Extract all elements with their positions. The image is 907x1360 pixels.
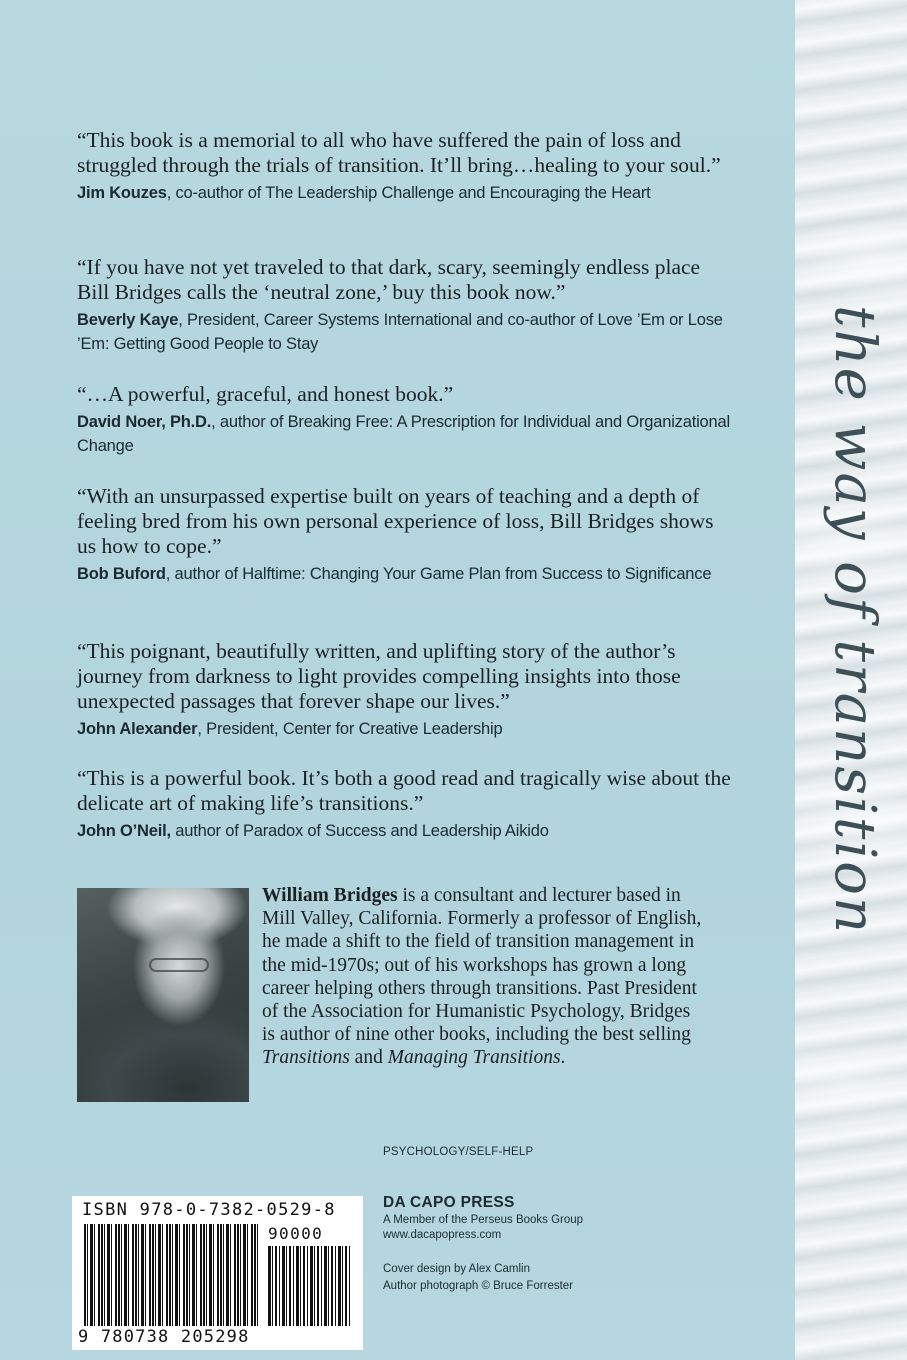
bio-text: .	[560, 1047, 566, 1069]
endorser-detail: , author of Halftime: Changing Your Game Plan from Success to Significance	[165, 565, 712, 583]
quote-text: “This is a powerful book. It’s both a good read and tragically wise about the delicate art of making life’s transitions.”	[77, 766, 731, 815]
category-label: PSYCHOLOGY/SELF-HELP	[383, 1146, 534, 1158]
bio-text: and	[349, 1047, 388, 1069]
publisher-member: A Member of the Perseus Books Group	[383, 1214, 584, 1226]
endorsement-quote	[77, 382, 737, 458]
cover-design-credit: Cover design by Alex Camlin	[383, 1263, 531, 1275]
quote-text: “If you have not yet traveled to that dark, scary, seemingly endless place Bill Bridges calls the ‘neutral zone,’ buy this book now.”	[77, 255, 701, 304]
endorser-detail: , co-author of The Leadership Challenge and Encouraging the Heart	[166, 184, 651, 202]
author-photo	[77, 888, 249, 1102]
quote-attribution	[77, 717, 737, 741]
endorsement-quote	[77, 255, 737, 356]
barcode-bars	[84, 1224, 258, 1326]
quote-attribution	[77, 410, 737, 458]
quote-attribution	[77, 181, 737, 205]
endorser-name: David Noer, Ph.D.	[77, 413, 212, 431]
endorser-name: Bob Buford	[77, 565, 166, 583]
bio-text: is a consultant and lecturer based in Mill Valley, California. Formerly a professor of English, he made a shift to the field of transition management in the mid-1970s; out of his workshops has grown a long career helping others through transitions. Past President of the Association for Humanistic Psychology, Bridges is author of nine other books, including the best selling	[262, 885, 702, 1046]
endorser-detail: author of Paradox of Success and Leadership Aikido	[170, 822, 549, 840]
endorser-name: John O’Neil,	[77, 822, 171, 840]
quote-attribution	[77, 819, 737, 843]
publisher-website: www.dacapopress.com	[383, 1229, 502, 1241]
endorser-detail: , President, Center for Creative Leadership	[197, 720, 503, 738]
quote-text: “…A powerful, graceful, and honest book.”	[77, 382, 454, 406]
quote-text: “This poignant, beautifully written, and uplifting story of the author’s journey from darkness to light provides compelling insights into those unexpected passages that forever shape our lives.”	[77, 639, 681, 713]
endorser-name: Beverly Kaye	[77, 311, 179, 329]
book-title: Managing Transitions	[387, 1047, 561, 1069]
barcode-number: 9 780738 205298	[78, 1327, 250, 1347]
quote-text: “With an unsurpassed expertise built on years of teaching and a depth of feeling bred from his own personal experience of loss, Bill Bridges shows us how to cope.”	[77, 484, 714, 558]
spine-title-text: the way of transition	[822, 305, 887, 936]
cover-credits	[383, 1261, 573, 1295]
price-code: 90000	[268, 1224, 324, 1243]
endorser-name: Jim Kouzes	[77, 184, 167, 202]
photo-credit: Author photograph © Bruce Forrester	[383, 1280, 574, 1292]
endorser-name: John Alexander	[77, 720, 198, 738]
endorsement-quote	[77, 128, 737, 205]
publisher-name: DA CAPO PRESS	[383, 1194, 515, 1211]
endorsement-quote	[77, 639, 737, 741]
endorser-detail: , President, Career Systems International and co-author of Love ’Em or Lose ’Em: Getting Good People to Stay	[77, 311, 723, 353]
quote-attribution	[77, 562, 737, 586]
author-bio	[262, 884, 702, 1070]
book-title: Transitions	[262, 1047, 350, 1069]
isbn-text: ISBN 978-0-7382-0529-8	[82, 1200, 336, 1220]
author-name: William Bridges	[262, 885, 398, 906]
quote-text: “This book is a memorial to all who have suffered the pain of loss and struggled through the trials of transition. It’ll bring…healing to your soul.”	[77, 128, 721, 177]
quote-attribution	[77, 308, 737, 356]
author-glasses-detail	[149, 958, 209, 972]
price-barcode-bars	[268, 1246, 350, 1326]
publisher-info	[383, 1193, 583, 1243]
endorsement-quote	[77, 484, 737, 586]
endorsement-quote	[77, 766, 737, 843]
isbn-barcode	[72, 1196, 363, 1350]
endorser-detail: , author of Breaking Free: A Prescription for Individual and Organizational Change	[77, 413, 730, 455]
